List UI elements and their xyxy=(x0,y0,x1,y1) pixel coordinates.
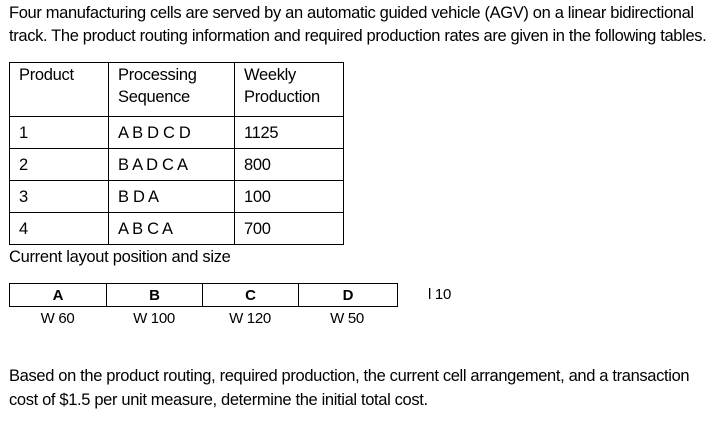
table-row xyxy=(10,149,344,181)
question-line-1: Based on the product routing, required production, the current cell arrangement, and a transaction xyxy=(9,367,690,385)
cell-c-box: C xyxy=(203,284,299,306)
cell-sequence: B D A xyxy=(109,181,235,213)
cell-b-box: B xyxy=(107,284,203,306)
question-line-2: cost of $1.5 per unit measure, determine the initial total cost. xyxy=(9,391,428,409)
cell-a-box: A xyxy=(10,284,107,306)
cell-sequence: B A D C A xyxy=(109,149,235,181)
cell-sequence: A B C A xyxy=(109,213,235,245)
question-paragraph xyxy=(9,364,707,412)
cell-product: 2 xyxy=(10,149,109,181)
header-product: Product xyxy=(10,63,109,117)
cell-layout-strip xyxy=(9,283,398,307)
cell-production: 800 xyxy=(235,149,344,181)
table-row xyxy=(10,117,344,149)
table-row xyxy=(10,181,344,213)
header-processing-sequence: Processing Sequence xyxy=(109,63,235,117)
cell-product: 3 xyxy=(10,181,109,213)
routing-table-header-row xyxy=(10,63,344,117)
cell-production: 100 xyxy=(235,181,344,213)
cell-sequence: A B D C D xyxy=(109,117,235,149)
intro-line-1: Four manufacturing cells are served by an automatic guided vehicle (AGV) on a linear bidirectional xyxy=(9,4,694,22)
intro-paragraph xyxy=(9,2,707,48)
cell-d-width: W 50 xyxy=(330,310,364,327)
header-weekly-production: Weekly Production xyxy=(235,63,344,117)
cell-production: 700 xyxy=(235,213,344,245)
cell-product: 1 xyxy=(10,117,109,149)
cell-production: 1125 xyxy=(235,117,344,149)
layout-caption: Current layout position and size xyxy=(9,248,231,266)
cell-a-width: W 60 xyxy=(40,310,75,327)
cell-product: 4 xyxy=(10,213,109,245)
cell-d-box: D xyxy=(342,286,354,304)
cell-c-width: W 120 xyxy=(229,310,271,327)
routing-table xyxy=(9,62,344,245)
table-row xyxy=(10,213,344,245)
gap-label: l 10 xyxy=(428,286,451,303)
cell-width-labels xyxy=(9,310,396,327)
intro-line-2: track. The product routing information and required production rates are given in the following tables. xyxy=(9,27,707,45)
cell-b-width: W 100 xyxy=(133,310,175,327)
